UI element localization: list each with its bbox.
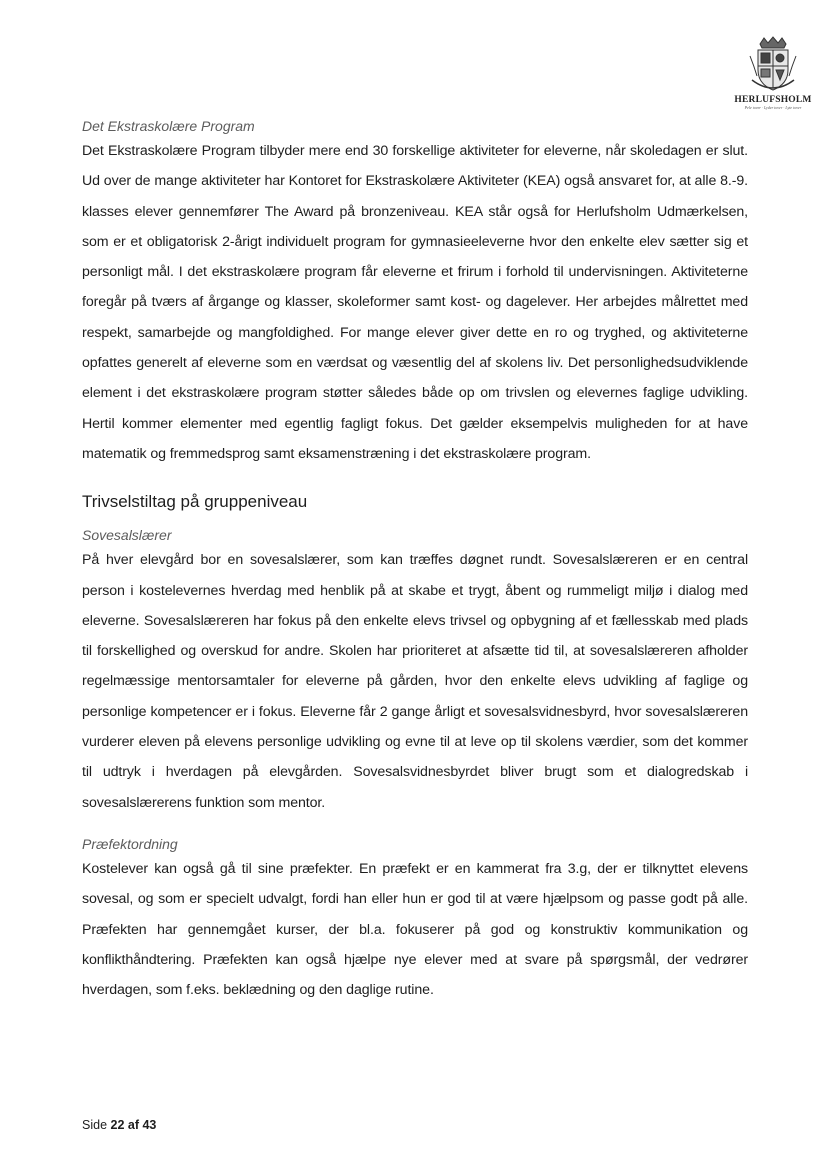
page-total: 43 [142, 1118, 157, 1132]
herlufsholm-crest-icon [748, 36, 798, 94]
page-of-label: af [124, 1118, 143, 1132]
section-heading-trivselstiltag: Trivselstiltag på gruppeniveau [82, 492, 308, 512]
section-paragraph-praefektordning: Kostelever kan også gå til sine præfekter. En præfekt er en kammerat fra 3.g, der er tilknyttet elevens sovesal, og som er specielt udvalgt, fordi han eller hun er god til at være hjælpsom og passe godt på alle. Præfekten har gennemgået kurser, der bl.a. fokuserer på god og konstruktiv kommunikation og konflikthåndtering. Præfekten kan også hjælpe nye elever med at svare på spørgsmål, der vedrører hverdagen, som f.eks. beklædning og den daglige rutine. [82, 860, 748, 999]
section-subheading-praefektordning: Præfektordning [82, 835, 178, 852]
page-label: Side [82, 1118, 111, 1132]
section-paragraph-sovesalslaerer: På hver elevgård bor en sovesalslærer, som kan træffes døgnet rundt. Sovesalslæreren er en central person i kostelevernes hverdag med henblik på at skabe et trygt, åbent og rummeligt miljø i dialog med eleverne. Sovesalslæreren har fokus på den enkelte elevs trivsel og opbygning af et fællesskab med plads til forskellighed og overskud for andre. Skolen har prioriteret at afsætte tid til, at sovesalslæreren afholder regelmæssige mentorsamtaler for eleverne på gården, hvor den enkelte elevs udvikling af faglige og personlige kompetencer er i fokus. Eleverne får 2 gange årligt et sovesalsvidnesbyrd, hvor sovesalslæreren vurderer eleven på elevens personlige udvikling og evne til at leve op til skolens værdier, som det kommer til udtryk i hverdagen på elevgården. Sovesalsvidnesbyrdet bliver brugt som et dialogredskab i sovesalslærerens funktion som mentor. [82, 552, 748, 811]
page-content [82, 116, 748, 1005]
page-number: 22 [110, 1118, 125, 1132]
section-paragraph-ekstraskolaere: Det Ekstraskolære Program tilbyder mere end 30 forskellige aktiviteter for eleverne, når skoledagen er slut. Ud over de mange aktiviteter har Kontoret for Ekstraskolære Aktiviteter (KEA) også ansvaret for, at alle 8.-9. klasses elever gennemfører The Award på bronzeniveau. KEA står også for Herlufsholm Udmærkelsen, som er et obligatorisk 2-årigt individuelt program for gymnasieeleverne hvor den enkelte elev sætter sig et personligt mål. I det ekstraskolære program får eleverne et frirum i forhold til undervisningen. Aktiviteterne foregår på tværs af årgange og klasser, skoleformer samt kost- og dagelever. Her arbejdes målrettet med respekt, samarbejde og mangfoldighed. For mange elever giver dette en ro og tryghed, og aktiviteterne opfattes generelt af eleverne som en værdsat og væsentlig del af skolens liv. Det personlighedsudviklende element i det ekstraskolære program støtter således både op om trivslen og elevernes faglige udvikling. Hertil kommer elementer med egentlig fagligt fokus. Det gælder eksempelvis muligheden for at have matematik og fremmedsprog samt eksamenstræning i det ekstraskolære program. [82, 143, 748, 462]
section-subheading-sovesalslaerer: Sovesalslærer [82, 527, 172, 544]
logo-motto: Pele tover · Lyder tover · Lyte tover [744, 105, 802, 110]
page-footer [82, 1118, 156, 1132]
logo-name: HERLUFSHOLM [734, 95, 812, 105]
logo [732, 36, 814, 120]
section-subheading-ekstraskolaere: Det Ekstraskolære Program [82, 118, 255, 134]
